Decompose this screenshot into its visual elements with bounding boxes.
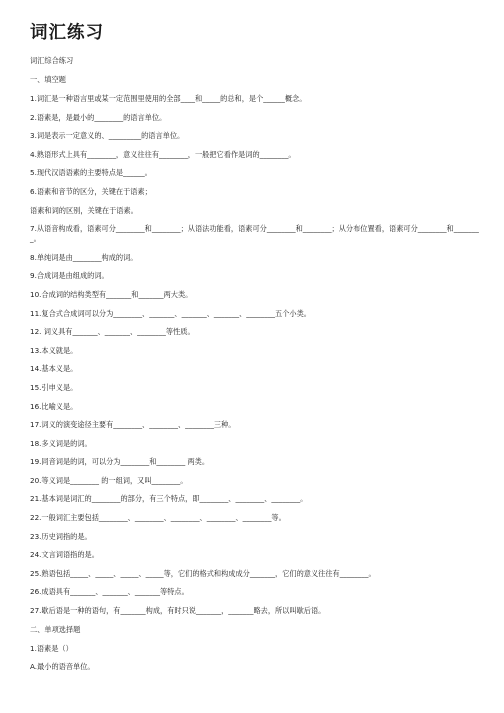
question-line: 18.多义词是的词。 [30,438,92,448]
question-line: 17.词义的演变途径主要有________、________、________三种。 [30,420,236,430]
question-line: 2.语素是，是最小的________的语言单位。 [30,112,167,122]
question-line: 22.一般词汇主要包括________、________、________、________、________等。 [30,513,286,523]
question-line: 8.单纯词是由________构成的词。 [30,252,138,262]
question-line: 23.历史词指的是。 [30,531,92,541]
document-body [30,75,482,672]
question-line: 25.熟语包括_____、_____、_____、_____等，它们的格式和构成成分_______，它们的意义往往有________。 [30,568,376,578]
question-line: 14.基本义是。 [30,364,78,374]
question-line: 26.成语具有_______、_______、_______等特点。 [30,587,189,597]
question-line: 19.同音词是的词，可以分为________和________ 两类。 [30,457,210,467]
section-heading: 一、填空题 [30,75,66,84]
question-line: 27.歇后语是一种的语句，有_______构成，有时只说_______，_______略去，所以叫歇后语。 [30,606,326,616]
question-line: 1.语素是（） [30,643,73,653]
question-line: 15.引申义是。 [30,382,78,392]
question-line: 3.词是表示一定意义的、_________的语言单位。 [30,131,185,141]
question-line: 9.合成词是由组成的词。 [30,271,109,281]
section-heading: 二、单项选择题 [30,624,81,634]
question-line: 1.词汇是一种语言里或某一定范围里使用的全部____和_____的总和，是个______概念。 [30,94,307,103]
question-line: 6.语素和音节的区分，关键在于语素； [30,186,152,196]
question-line: 12. 词义具有_______、_______、________等性质。 [30,327,195,337]
question-line: 4.熟语形式上具有________，意义往往有________，一般把它看作是词的________。 [30,149,296,159]
question-line: 10.合成词的结构类型有_______和_______两大类。 [30,289,193,299]
question-line: 16.比喻义是。 [30,401,78,411]
question-line: A.最小的语音单位。 [30,662,95,672]
document-subtitle: 词汇综合练习 [30,56,74,65]
question-line: 7.从语音构成看，语素可分________和________；从语法功能看，语素可分________和________；从分布位置看，语素可分________和________。 [30,224,479,244]
question-line: 20.等义词是________ 的一组词，又叫________。 [30,475,188,485]
question-line: 语素和词的区别，关键在于语素。 [30,205,138,215]
document-title: 词汇练习 [30,23,104,43]
question-list [30,94,482,616]
question-line: 11.复合式合成词可以分为________、_______、_______、_______、________五个小类。 [30,308,311,318]
question-line: 24.文言词语指的是。 [30,550,99,560]
question-line: 21.基本词是词汇的________的部分，有三个特点，即________、________、________。 [30,494,308,504]
question-line: 5.现代汉语语素的主要特点是______。 [30,168,152,178]
question-line: 13.本义就是。 [30,345,78,355]
question-list [30,644,482,673]
